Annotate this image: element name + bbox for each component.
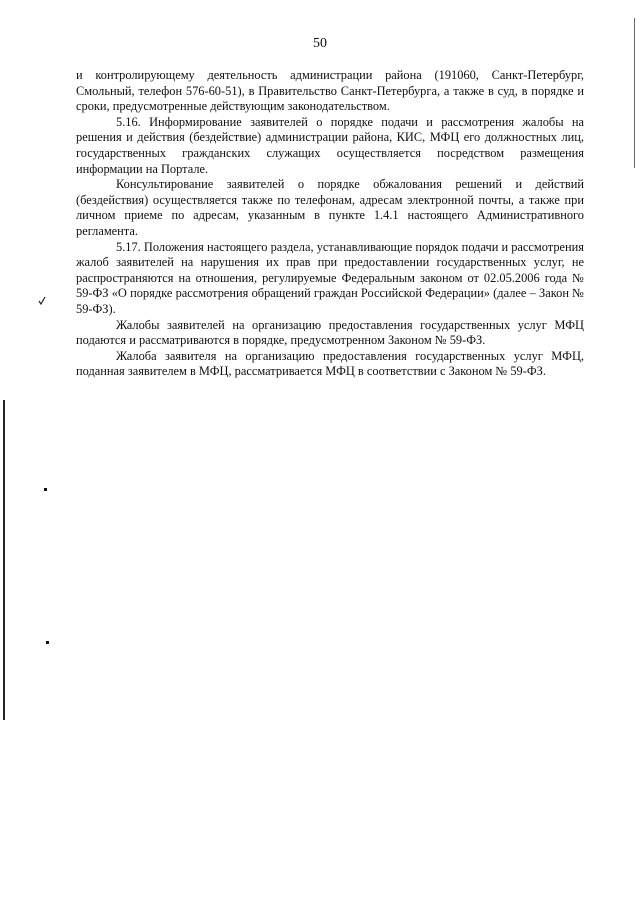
paragraph-mfc-complaints: Жалобы заявителей на организацию предоставления государственных услуг МФЦ подаются и рассматриваются в порядке, предусмотренном Законом № 59-ФЗ.: [76, 317, 584, 348]
paragraph-continuation: и контролирующему деятельность администрации района (191060, Санкт-Петербург, Смольный, телефон 576-60-51), в Правительство Санкт-Петербурга, а также в суд, в порядке и сроки, предусмотренные действующим законодательством.: [76, 68, 584, 114]
margin-mark-icon: [38, 296, 46, 306]
page-number: 50: [313, 36, 327, 51]
scan-speck: [46, 641, 49, 644]
document-body: [76, 68, 584, 380]
scan-edge-line: [634, 18, 635, 168]
paragraph-5-17: 5.17. Положения настоящего раздела, устанавливающие порядок подачи и рассмотрения жалоб заявителей на нарушения их прав при предоставлении государственных услуг, не распространяются на отношения, регулируемые Федеральным законом от 02.05.2006 года № 59-ФЗ «О порядке рассмотрения обращений граждан Российской Федерации» (далее – Закон № 59-ФЗ).: [76, 239, 584, 316]
scan-speck: [44, 488, 47, 491]
paragraph-consultation: Консультирование заявителей о порядке обжалования решений и действий (бездействия) осуществляется также по телефонам, адресам электронной почты, а также при личном приеме по адресам, указанным в пункте 1.4.1 настоящего Административного регламента.: [76, 177, 584, 238]
paragraph-mfc-complaint-review: Жалоба заявителя на организацию предоставления государственных услуг МФЦ, поданная заявителем в МФЦ, рассматривается МФЦ в соответствии с Законом № 59-ФЗ.: [76, 348, 584, 379]
paragraph-5-16: 5.16. Информирование заявителей о порядке подачи и рассмотрения жалобы на решения и действия (бездействие) администрации района, КИС, МФЦ его должностных лиц, государственных гражданских служащих осуществляется посредством размещения информации на Портале.: [76, 114, 584, 176]
scan-margin-line: [3, 400, 5, 720]
